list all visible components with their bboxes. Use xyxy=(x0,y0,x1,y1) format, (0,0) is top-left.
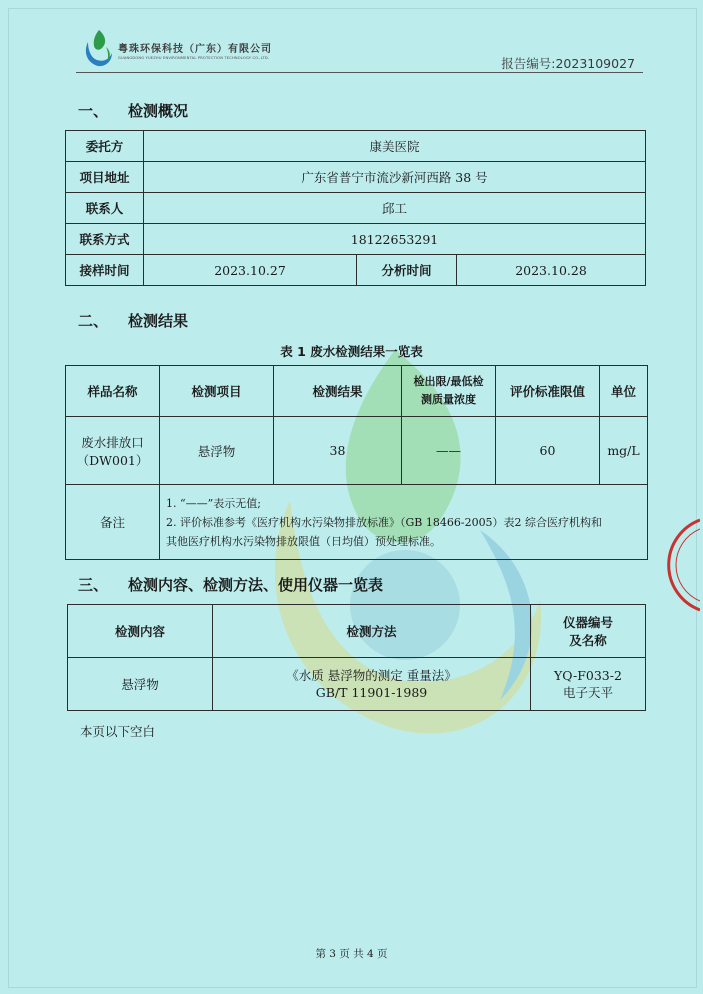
table-row xyxy=(66,193,646,224)
header-limit-line2: 测质量浓度 xyxy=(421,393,476,406)
client-value: 康美医院 xyxy=(144,131,646,162)
company-name-en: GUANGDONG YUEZHU ENVIRONMENTAL PROTECTION TECHNOLOGY CO.,LTD. xyxy=(118,56,270,60)
page-number: 第 3 页 共 4 页 xyxy=(315,948,388,960)
table-header-row xyxy=(68,605,646,658)
section-3-title xyxy=(78,574,383,595)
table-row xyxy=(68,658,646,711)
result-value: 38 xyxy=(274,417,402,485)
limit-value: —— xyxy=(402,417,496,485)
header-limit xyxy=(402,366,496,417)
unit-value: mg/L xyxy=(600,417,648,485)
phone-label: 联系方式 xyxy=(66,224,144,255)
report-number: 报告编号:2023109027 xyxy=(501,56,635,71)
contact-label: 联系人 xyxy=(66,193,144,224)
note-line-1: 1. “——”表示无值; xyxy=(166,496,261,510)
contact-value: 邱工 xyxy=(144,193,646,224)
instrument-line2: 电子天平 xyxy=(562,685,613,700)
address-label: 项目地址 xyxy=(66,162,144,193)
section-2-number: 二、 xyxy=(78,312,109,330)
blank-note: 本页以下空白 xyxy=(80,724,156,739)
note-label: 备注 xyxy=(66,485,160,560)
phone-value: 18122653291 xyxy=(144,224,646,255)
header-limit-line1: 检出限/最低检 xyxy=(413,375,484,388)
analysis-time-label: 分析时间 xyxy=(357,255,457,286)
header-unit: 单位 xyxy=(600,366,648,417)
address-value: 广东省普宁市流沙新河西路 38 号 xyxy=(144,162,646,193)
header-item: 检测项目 xyxy=(160,366,274,417)
table-row xyxy=(66,417,648,485)
table-row xyxy=(66,162,646,193)
note-line-3: 其他医疗机构水污染物排放限值（日均值）预处理标准。 xyxy=(166,534,441,548)
instrument-value xyxy=(531,658,646,711)
sample-time-value: 2023.10.27 xyxy=(144,255,357,286)
table-row xyxy=(66,224,646,255)
section-1-text: 检测概况 xyxy=(128,102,189,120)
note-line-2: 2. 评价标准参考《医疗机构水污染物排放标准》（GB 18466-2005）表2 综合医疗机构和 xyxy=(166,515,603,529)
header-instrument xyxy=(531,605,646,658)
section-1-title xyxy=(78,100,188,121)
results-table xyxy=(65,365,648,560)
table-header-row xyxy=(66,366,648,417)
section-3-number: 三、 xyxy=(78,576,109,594)
instrument-line1: YQ-F033-2 xyxy=(554,668,622,683)
company-name-cn: 粤珠环保科技（广东）有限公司 xyxy=(118,44,272,55)
sample-name xyxy=(66,417,160,485)
header-method: 检测方法 xyxy=(213,605,531,658)
section-2-text: 检测结果 xyxy=(128,312,189,330)
table-row xyxy=(66,255,646,286)
note-content xyxy=(160,485,648,560)
method-line2: GB/T 11901-1989 xyxy=(315,685,428,700)
method-value xyxy=(213,658,531,711)
section-2-title xyxy=(78,310,188,331)
sample-time-label: 接样时间 xyxy=(66,255,144,286)
header-instrument-line2: 及名称 xyxy=(569,633,607,648)
table-caption: 表 1 废水检测结果一览表 xyxy=(280,344,423,359)
sample-name-line2: （DW001） xyxy=(76,452,149,468)
analysis-time-value: 2023.10.28 xyxy=(457,255,646,286)
header-result: 检测结果 xyxy=(274,366,402,417)
header-sample: 样品名称 xyxy=(66,366,160,417)
section-3-text: 检测内容、检测方法、使用仪器一览表 xyxy=(128,576,384,594)
table-row xyxy=(66,485,648,560)
table-row xyxy=(66,131,646,162)
overview-table xyxy=(65,130,646,286)
section-1-number: 一、 xyxy=(78,102,109,120)
header-content: 检测内容 xyxy=(68,605,213,658)
client-label: 委托方 xyxy=(66,131,144,162)
sample-name-line1: 废水排放口 xyxy=(81,434,144,450)
methods-table xyxy=(67,604,646,711)
content-value: 悬浮物 xyxy=(68,658,213,711)
company-logo-icon xyxy=(82,28,114,68)
method-line1: 《水质 悬浮物的测定 重量法》 xyxy=(286,668,457,683)
header-standard: 评价标准限值 xyxy=(496,366,600,417)
seal-stamp-icon xyxy=(640,515,700,615)
header-divider xyxy=(76,72,643,73)
standard-value: 60 xyxy=(496,417,600,485)
header-instrument-line1: 仪器编号 xyxy=(562,615,613,630)
item-value: 悬浮物 xyxy=(160,417,274,485)
